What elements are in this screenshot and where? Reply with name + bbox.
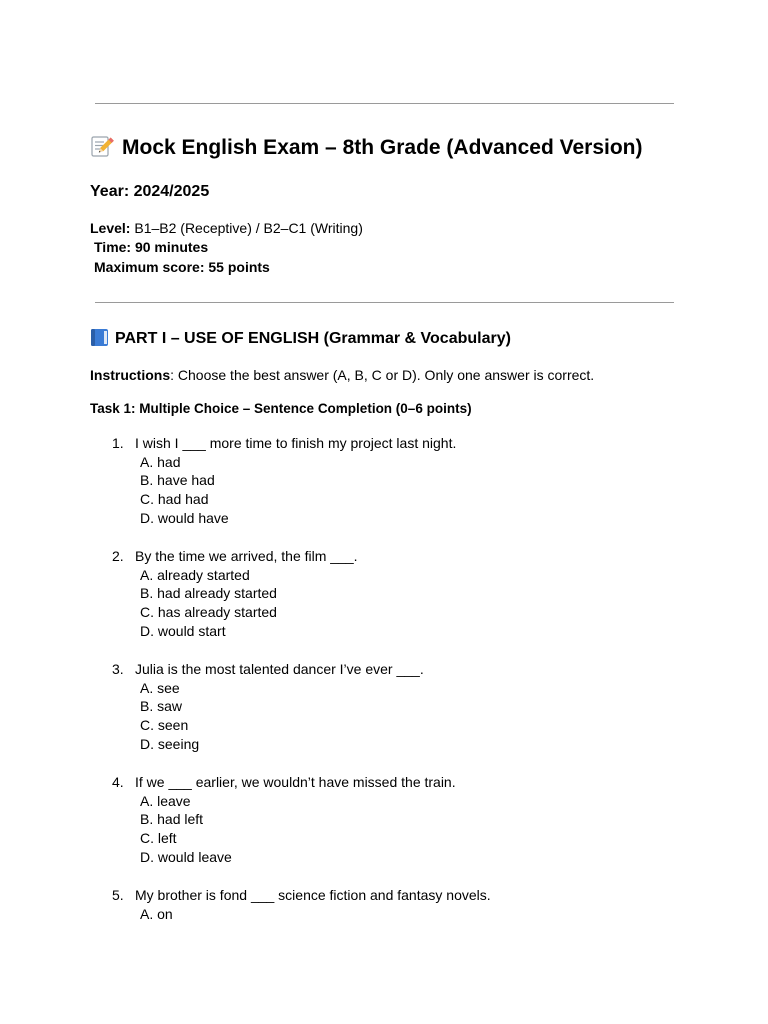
question-number: 5. [112, 887, 124, 903]
option-d: D. would start [140, 622, 226, 639]
option-b: B. have had [140, 472, 215, 489]
top-divider [95, 103, 674, 104]
question-number: 1. [112, 435, 124, 451]
level-value: B1–B2 (Receptive) / B2–C1 (Writing) [130, 220, 363, 236]
question-stem [112, 547, 358, 566]
question-stem [112, 773, 456, 792]
option-a: A. already started [140, 566, 250, 583]
blue-book-icon [90, 328, 109, 347]
memo-icon [90, 134, 114, 158]
option-c: C. has already started [140, 604, 277, 621]
option-c: C. left [140, 830, 177, 847]
exam-level [90, 219, 363, 237]
question-number: 4. [112, 774, 124, 790]
instructions-label: Instructions [90, 367, 171, 383]
question-4 [112, 773, 456, 867]
option-c: C. seen [140, 717, 189, 734]
question-text: I wish I ___ more time to finish my project last night. [135, 435, 457, 451]
option-b: B. saw [140, 698, 183, 715]
option-b: B. had already started [140, 585, 277, 602]
part1-heading [90, 328, 511, 350]
question-stem [112, 660, 424, 679]
task1-title: Task 1: Multiple Choice – Sentence Completion (0–6 points) [90, 401, 472, 416]
question-text: By the time we arrived, the film ___. [135, 548, 358, 564]
question-number: 2. [112, 548, 124, 564]
option-a: A. on [140, 905, 173, 922]
question-number: 3. [112, 661, 124, 677]
option-d: D. seeing [140, 735, 200, 752]
option-a: A. see [140, 679, 180, 696]
question-1 [112, 434, 456, 528]
section-divider [95, 302, 674, 303]
option-c: C. had had [140, 491, 209, 508]
exam-max-score: Maximum score: 55 points [94, 259, 270, 275]
question-3 [112, 660, 424, 754]
exam-year: Year: 2024/2025 [90, 183, 210, 200]
option-b: B. had left [140, 811, 204, 828]
instructions-text: : Choose the best answer (A, B, C or D). Only one answer is correct. [170, 367, 595, 383]
question-5 [112, 886, 491, 923]
option-d: D. would leave [140, 848, 232, 865]
question-text: If we ___ earlier, we wouldn’t have missed the train. [135, 774, 456, 790]
question-stem [112, 886, 491, 905]
option-d: D. would have [140, 509, 229, 526]
option-a: A. leave [140, 792, 191, 809]
part1-heading-text: PART I – USE OF ENGLISH (Grammar & Vocabulary) [115, 330, 511, 347]
exam-title [90, 134, 643, 162]
option-a: A. had [140, 453, 181, 470]
question-stem [112, 434, 456, 453]
level-label: Level: [90, 220, 131, 236]
exam-title-text: Mock English Exam – 8th Grade (Advanced Version) [122, 136, 643, 159]
part1-instructions [90, 366, 594, 384]
question-2 [112, 547, 358, 641]
exam-time: Time: 90 minutes [94, 239, 209, 255]
question-text: Julia is the most talented dancer I’ve ever ___. [135, 661, 424, 677]
question-text: My brother is fond ___ science fiction and fantasy novels. [135, 887, 491, 903]
